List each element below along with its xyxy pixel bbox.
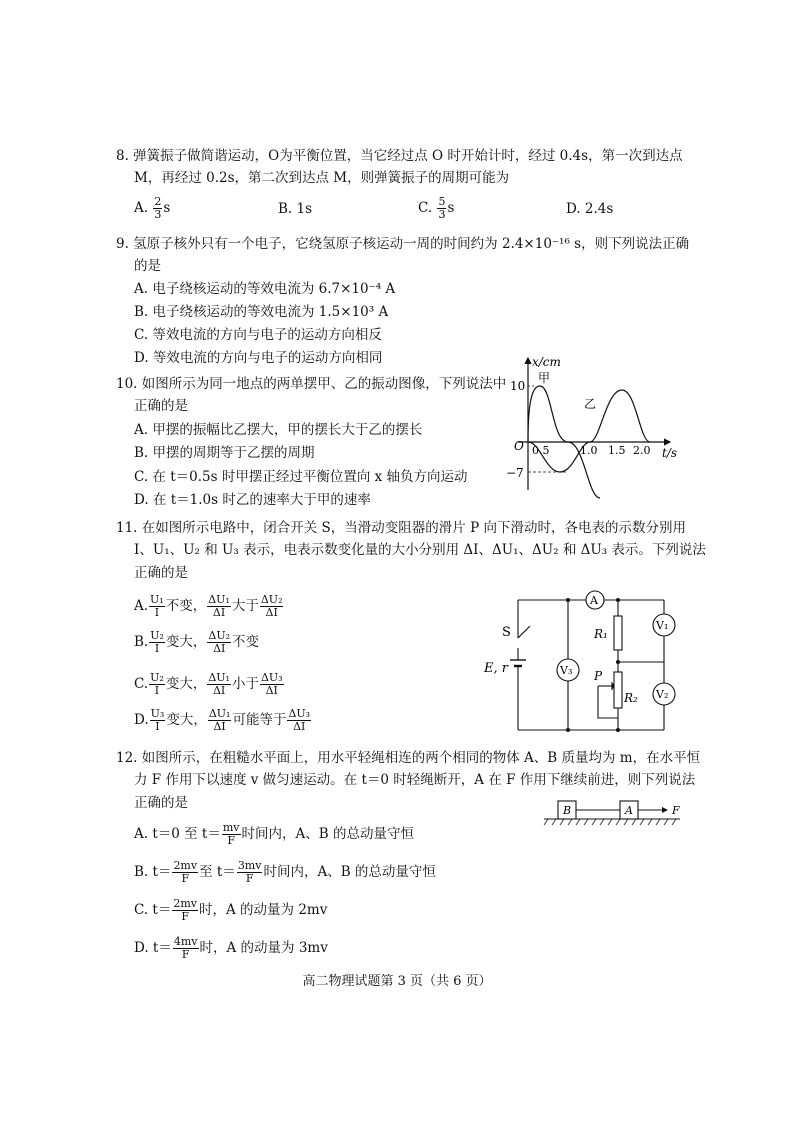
unit: s bbox=[163, 200, 171, 216]
numerator: ΔU₃ bbox=[260, 671, 283, 684]
text: 大于 bbox=[231, 598, 259, 614]
numerator: ΔU₃ bbox=[288, 707, 311, 720]
junction bbox=[566, 598, 570, 602]
text: D. t＝ bbox=[134, 940, 172, 956]
q10-stem-line2: 正确的是 bbox=[134, 398, 188, 414]
junction bbox=[566, 728, 570, 732]
r1-label: R₁ bbox=[594, 627, 608, 641]
text: 至 t＝ bbox=[199, 864, 236, 880]
x-tick-1.5: 1.5 bbox=[608, 444, 626, 457]
q8-option-a bbox=[134, 196, 170, 221]
numerator: mv bbox=[222, 821, 240, 834]
q11-option-b bbox=[134, 630, 259, 655]
q9-stem-line1: 9. 氢原子核外只有一个电子，它绕氢原子核运动一周的时间约为 2.4×10⁻¹⁶ s，则下列说法正确 bbox=[116, 236, 690, 252]
r1-resistor bbox=[614, 616, 622, 650]
q11-option-d bbox=[134, 708, 312, 733]
block-a-label: A bbox=[625, 804, 633, 817]
numerator: ΔU₁ bbox=[208, 671, 230, 684]
source-label: E, r bbox=[484, 661, 508, 676]
q11-option-c-label: C. bbox=[134, 676, 149, 692]
denominator: ΔI bbox=[265, 684, 278, 697]
q8-stem-line1: 8. 弹簧振子做简谐运动，O为平衡位置，当它经过点 O 时开始计时，经过 0.4s，第一次到达点 bbox=[116, 148, 683, 164]
denominator: ΔI bbox=[293, 720, 306, 733]
text: 变大， bbox=[166, 712, 207, 728]
text: 不变 bbox=[232, 634, 260, 650]
denominator: I bbox=[154, 642, 160, 655]
denominator: ΔI bbox=[212, 684, 226, 697]
denominator: F bbox=[181, 948, 190, 961]
text: 时间内，A、B 的总动量守恒 bbox=[263, 864, 436, 880]
q11-option-c bbox=[134, 672, 285, 697]
q11-option-d-label: D. bbox=[134, 712, 149, 728]
text: C. t＝ bbox=[134, 902, 172, 918]
fraction bbox=[207, 594, 231, 619]
text: 时，A 的动量为 2mv bbox=[199, 902, 328, 918]
x-axis-label: t/s bbox=[662, 446, 678, 460]
slider-wire bbox=[598, 686, 618, 718]
q8-option-d: D. 2.4s bbox=[566, 201, 614, 217]
numerator: 2 bbox=[154, 195, 162, 208]
numerator: 2mv bbox=[173, 897, 198, 910]
q8-option-a-fraction bbox=[153, 196, 162, 221]
q10-option-b: B. 甲摆的周期等于乙摆的周期 bbox=[134, 445, 315, 461]
q12-option-a bbox=[134, 822, 414, 847]
x-tick-2.0: 2.0 bbox=[633, 444, 651, 457]
denominator: F bbox=[245, 872, 254, 885]
x-tick-0.5: 0.5 bbox=[532, 444, 550, 457]
q10-option-a: A. 甲摆的振幅比乙摆大，甲的摆长大于乙的摆长 bbox=[134, 422, 423, 438]
text: 时，A 的动量为 3mv bbox=[199, 940, 328, 956]
q11-option-a-label: A. bbox=[134, 598, 149, 614]
force-arrowhead bbox=[662, 807, 668, 813]
fraction bbox=[260, 672, 284, 697]
q10-stem-line1: 10. 如图所示为同一地点的两单摆甲、乙的振动图像，下列说法中 bbox=[116, 376, 507, 392]
r2-label: R₂ bbox=[624, 691, 638, 705]
text: A. t＝0 至 t＝ bbox=[134, 826, 221, 842]
fraction bbox=[172, 898, 198, 923]
q8-option-c bbox=[418, 196, 454, 221]
text: B. t＝ bbox=[134, 864, 172, 880]
block-b-label: B bbox=[563, 804, 572, 817]
fraction bbox=[207, 630, 231, 655]
r2-resistor bbox=[614, 672, 622, 708]
switch-label: S bbox=[502, 625, 511, 640]
denominator: ΔI bbox=[265, 606, 278, 619]
q11-option-b-label: B. bbox=[134, 634, 149, 650]
text: 变大， bbox=[165, 634, 207, 650]
q9-option-a: A. 电子绕核运动的等效电流为 6.7×10⁻⁴ A bbox=[134, 281, 396, 297]
numerator: ΔU₁ bbox=[208, 593, 230, 606]
numerator: 4mv bbox=[173, 935, 198, 948]
numerator: ΔU₂ bbox=[208, 629, 231, 642]
label-yi: 乙 bbox=[584, 397, 597, 411]
numerator: U₃ bbox=[150, 707, 165, 720]
text: 可能等于 bbox=[232, 712, 287, 728]
junction bbox=[616, 660, 620, 664]
q10-option-c: C. 在 t＝0.5s 时甲摆正经过平衡位置向 x 轴负方向运动 bbox=[134, 469, 468, 485]
q11-stem-line2: I、U₁、U₂ 和 U₃ 表示，电表示数变化量的大小分别用 ΔI、ΔU₁、ΔU₂ 和 ΔU₃ 表示。下列说法 bbox=[134, 542, 706, 558]
q8-option-a-label: A. bbox=[134, 200, 149, 216]
force-label: F bbox=[672, 804, 680, 817]
numerator: 3mv bbox=[237, 859, 262, 872]
numerator: 5 bbox=[438, 195, 446, 208]
fraction bbox=[287, 708, 311, 733]
q12-stem-line1: 12. 如图所示，在粗糙水平面上，用水平轻绳相连的两个相同的物体 A、B 质量均为 m，在水平恒 bbox=[116, 750, 701, 766]
numerator: ΔU₁ bbox=[208, 707, 231, 720]
text: 变大， bbox=[165, 676, 207, 692]
numerator: ΔU₂ bbox=[260, 593, 283, 606]
q9-option-d: D. 等效电流的方向与电子的运动方向相同 bbox=[134, 350, 383, 366]
ammeter-label: A bbox=[590, 594, 598, 607]
q12-option-d bbox=[134, 936, 328, 961]
fraction bbox=[173, 936, 199, 961]
denominator: ΔI bbox=[213, 642, 226, 655]
q12-stem-line2: 力 F 作用下以速度 v 做匀速运动。在 t＝0 时轻绳断开，A 在 F 作用下继续前进，则下列说法 bbox=[134, 772, 696, 788]
fraction bbox=[150, 708, 166, 733]
denominator: F bbox=[227, 834, 235, 847]
denominator: 3 bbox=[438, 208, 446, 221]
denominator: I bbox=[154, 684, 160, 697]
switch-blade bbox=[518, 626, 530, 638]
q8-stem-line2: M，再经过 0.2s，第二次到达点 M，则弹簧振子的周期可能为 bbox=[134, 170, 510, 186]
y-axis-label: x/cm bbox=[532, 355, 561, 369]
q11-circuit-diagram bbox=[484, 586, 690, 736]
page-footer: 高二物理试题第 3 页（共 6 页） bbox=[302, 974, 492, 989]
denominator: I bbox=[155, 720, 160, 733]
q8-option-c-fraction bbox=[437, 196, 446, 221]
denominator: F bbox=[181, 910, 189, 923]
slider-label: P bbox=[594, 669, 603, 683]
numerator: U₂ bbox=[150, 671, 164, 684]
denominator: F bbox=[181, 872, 190, 885]
fraction bbox=[208, 708, 232, 733]
q11-stem-line1: 11. 在如图所示电路中，闭合开关 S，当滑动变阻器的滑片 P 向下滑动时，各电表的示数分别用 bbox=[116, 520, 686, 536]
v1-label: V₁ bbox=[656, 619, 669, 632]
q9-option-b: B. 电子绕核运动的等效电流为 1.5×10³ A bbox=[134, 304, 389, 320]
q12-stem-line3: 正确的是 bbox=[134, 795, 188, 811]
unit: s bbox=[447, 200, 455, 216]
fraction bbox=[237, 860, 263, 885]
junction bbox=[616, 728, 620, 732]
denominator: I bbox=[154, 606, 160, 619]
text: 小于 bbox=[231, 676, 259, 692]
q8-option-b: B. 1s bbox=[278, 201, 313, 217]
fraction bbox=[149, 672, 165, 697]
q10-vibration-graph bbox=[500, 350, 690, 500]
fraction bbox=[172, 860, 198, 885]
text: 时间内，A、B 的总动量守恒 bbox=[241, 826, 414, 842]
denominator: 3 bbox=[154, 208, 162, 221]
q12-option-b bbox=[134, 860, 436, 885]
origin-label: O bbox=[514, 439, 524, 453]
y-tick-bottom: −7 bbox=[506, 466, 524, 480]
fraction bbox=[149, 594, 165, 619]
denominator: ΔI bbox=[212, 606, 226, 619]
curve-helper bbox=[540, 386, 550, 442]
numerator: 2mv bbox=[173, 859, 198, 872]
junction bbox=[616, 598, 620, 602]
numerator: U₂ bbox=[150, 629, 164, 642]
q11-stem-line3: 正确的是 bbox=[134, 565, 188, 581]
fraction bbox=[260, 594, 284, 619]
fraction bbox=[207, 672, 231, 697]
q9-stem-line2: 的是 bbox=[134, 258, 161, 274]
q9-option-c: C. 等效电流的方向与电子的运动方向相反 bbox=[134, 327, 382, 343]
label-jia: 甲 bbox=[538, 371, 551, 385]
q11-option-a bbox=[134, 594, 284, 619]
fraction bbox=[149, 630, 165, 655]
v2-label: V₂ bbox=[656, 688, 669, 701]
q8-option-c-label: C. bbox=[418, 200, 433, 216]
denominator: ΔI bbox=[213, 720, 226, 733]
x-tick-1.0: 1.0 bbox=[580, 444, 598, 457]
q12-option-c bbox=[134, 898, 327, 923]
q12-blocks-figure bbox=[540, 796, 690, 828]
numerator: U₁ bbox=[150, 593, 164, 606]
text: 不变， bbox=[165, 598, 207, 614]
fraction bbox=[222, 822, 241, 847]
y-tick-top: 10 bbox=[510, 379, 526, 393]
v3-label: V₃ bbox=[560, 664, 573, 677]
q10-option-d: D. 在 t＝1.0s 时乙的速率大于甲的速率 bbox=[134, 492, 371, 508]
